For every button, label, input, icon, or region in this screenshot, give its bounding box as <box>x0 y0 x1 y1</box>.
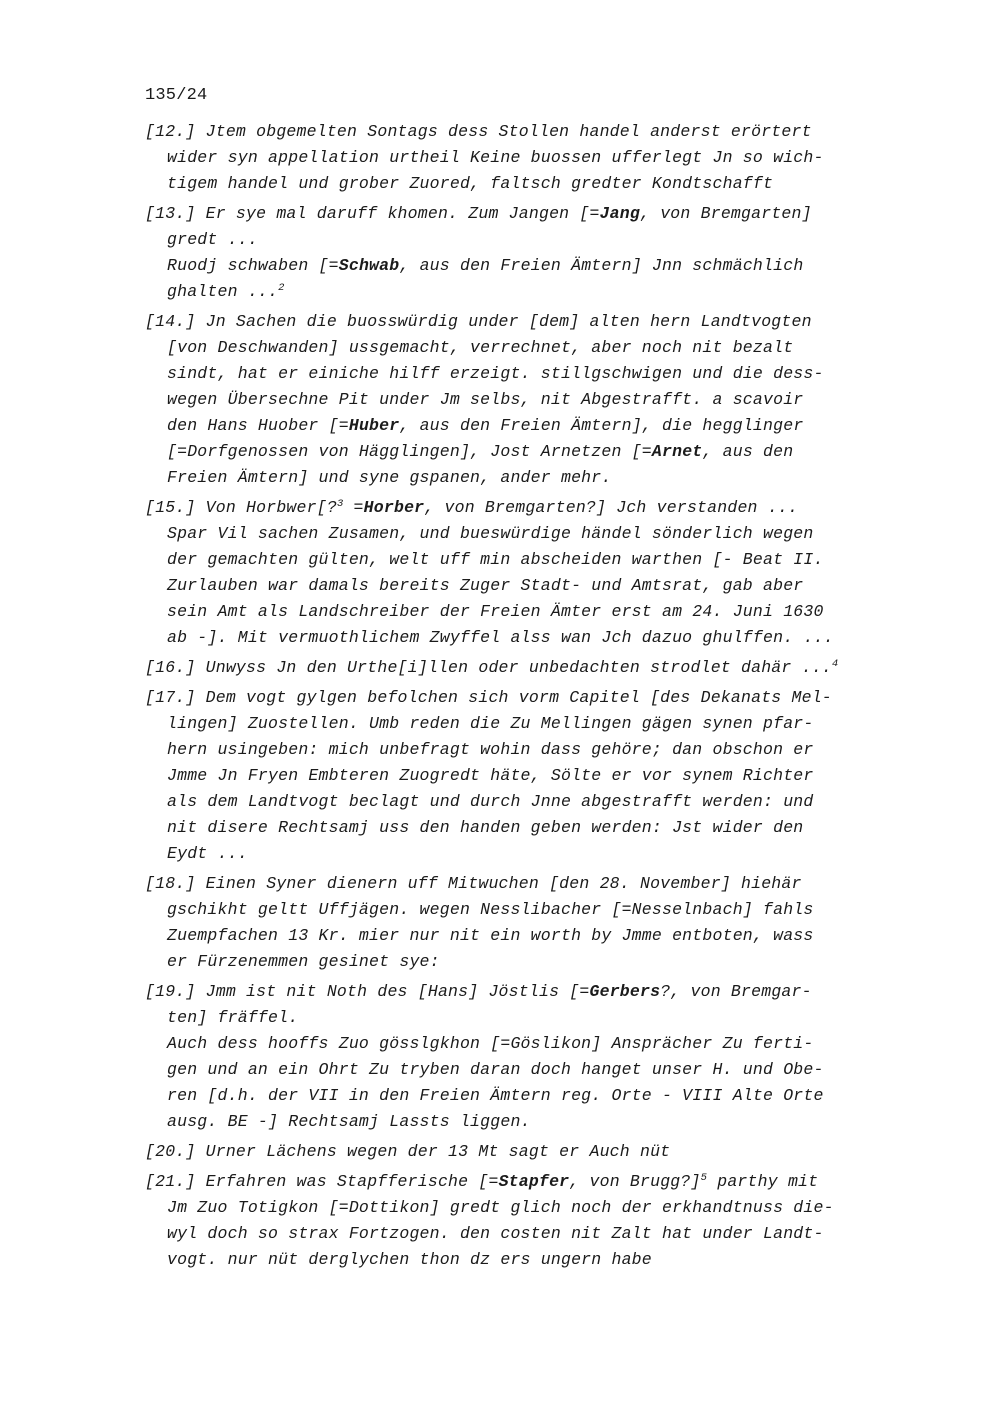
entry-line: [12.] Jtem obgemelten Sontags dess Stollen handel anderst erörtert <box>145 122 812 141</box>
entry-line: als dem Landtvogt beclagt und durch Jnne abgestrafft werden: und <box>167 792 814 811</box>
text-run: , aus den <box>702 442 794 461</box>
surname-bold: Horber <box>363 498 425 517</box>
document-page <box>145 84 915 1277</box>
entry-line: Freien Ämtern] und syne gspanen, ander mehr. <box>167 468 612 487</box>
entry-17 <box>145 685 915 867</box>
entry-line: gen und an ein Ohrt Zu tryben daran doch hanget unser H. und Obe- <box>167 1060 824 1079</box>
footnote-marker: 4 <box>831 658 839 670</box>
entry-line: [17.] Dem vogt gylgen befolchen sich vorm Capitel [des Dekanats Mel- <box>145 688 832 707</box>
entry-line <box>145 979 915 1005</box>
entry-line: ab -]. Mit vermuothlichem Zwyffel alss wan Jch dazuo ghulffen. ... <box>167 628 834 647</box>
text-run: [21.] Erfahren was Stapfferische [= <box>145 1172 499 1191</box>
entry-line: wyl doch so strax Fortzogen. den costen nit Zalt hat under Landt- <box>167 1224 824 1243</box>
entry-line: ren [d.h. der VII in den Freien Ämtern reg. Orte - VIII Alte Orte <box>167 1086 824 1105</box>
entry-line <box>145 439 915 465</box>
footnote-marker: 2 <box>278 282 285 294</box>
text-run: den Hans Huober [= <box>167 416 349 435</box>
entry-line: Jmme Jn Fryen Embteren Zuogredt häte, Sölte er vor synem Richter <box>167 766 814 785</box>
text-run: ?, von Bremgar- <box>660 982 812 1001</box>
entry-line: [18.] Einen Syner dienern uff Mitwuchen [den 28. November] hiehär <box>145 874 802 893</box>
entry-line <box>145 413 915 439</box>
entry-20 <box>145 1139 915 1165</box>
text-run: [13.] Er sye mal daruff khomen. Zum Jangen [= <box>145 204 600 223</box>
text-run: [=Dorfgenossen von Hägglingen], Jost Arnetzen [= <box>167 442 652 461</box>
text-run: [15.] Von Horbwer[? <box>145 498 337 517</box>
entry-line <box>145 655 915 681</box>
text-run: [19.] Jmm ist nit Noth des [Hans] Jöstlis [= <box>145 982 590 1001</box>
text-run: parthy mit <box>707 1172 819 1191</box>
entry-line: gredt ... <box>167 230 258 249</box>
entry-line: [14.] Jn Sachen die buosswürdig under [dem] alten hern Landtvogten <box>145 312 812 331</box>
entry-line <box>145 253 915 279</box>
surname-bold: Arnet <box>651 442 703 461</box>
entry-line: ausg. BE -] Rechtsamj Lassts liggen. <box>167 1112 531 1131</box>
entry-line: Zuempfachen 13 Kr. mier nur nit ein worth by Jmme entboten, wass <box>167 926 814 945</box>
entry-line: der gemachten gülten, welt uff min abscheiden warthen [- Beat II. <box>167 550 824 569</box>
entry-line: wegen Übersechne Pit under Jm selbs, nit Abgestrafft. a scavoir <box>167 390 804 409</box>
entry-line: gschikht geltt Uffjägen. wegen Nesslibacher [=Nesselnbach] fahls <box>167 900 814 919</box>
surname-bold: Schwab <box>338 256 400 275</box>
surname-bold: Gerbers <box>589 982 661 1001</box>
entry-line <box>145 495 915 521</box>
entry-line: hern usingeben: mich unbefragt wohin dass gehöre; dan obschon er <box>167 740 814 759</box>
text-run: [16.] Unwyss Jn den Urthe[i]llen oder unbedachten strodlet dahär ... <box>145 658 832 677</box>
surname-bold: Jang <box>599 204 640 223</box>
footnote-marker: 5 <box>700 1172 708 1184</box>
entry-line: vogt. nur nüt derglychen thon dz ers ungern habe <box>167 1250 652 1269</box>
entry-19 <box>145 979 915 1135</box>
entry-line: wider syn appellation urtheil Keine buossen ufferlegt Jn so wich- <box>167 148 824 167</box>
footnote-marker: 3 <box>336 498 344 510</box>
text-run: , von Brugg?] <box>569 1172 701 1191</box>
text-run: Ruodj schwaben [= <box>167 256 339 275</box>
surname-bold: Stapfer <box>498 1172 570 1191</box>
entry-line <box>145 279 915 305</box>
entry-12 <box>145 119 915 197</box>
entry-16 <box>145 655 915 681</box>
text-run: ghalten ... <box>167 282 279 301</box>
entry-line: tigem handel und grober Zuored, faltsch gredter Kondtschafft <box>167 174 774 193</box>
entry-line: nit disere Rechtsamj uss den handen geben werden: Jst wider den <box>167 818 804 837</box>
entry-line: sein Amt als Landschreiber der Freien Ämter erst am 24. Juni 1630 <box>167 602 824 621</box>
entry-14 <box>145 309 915 491</box>
surname-bold: Huber <box>348 416 400 435</box>
page-number: 135/24 <box>145 86 208 105</box>
entry-line: Jm Zuo Totigkon [=Dottikon] gredt glich noch der erkhandtnuss die- <box>167 1198 834 1217</box>
text-run: , aus den Freien Ämtern] Jnn schmächlich <box>399 256 804 275</box>
entry-line: [von Deschwanden] ussgemacht, verrechnet, aber noch nit bezalt <box>167 338 794 357</box>
entry-line <box>145 201 915 227</box>
entry-line: Eydt ... <box>167 844 248 863</box>
entry-line: Auch dess hooffs Zuo gösslgkhon [=Göslikon] Ansprächer Zu ferti- <box>167 1034 814 1053</box>
entry-18 <box>145 871 915 975</box>
text-run: , von Bremgarten] <box>640 204 812 223</box>
entry-line: Spar Vil sachen Zusamen, und bueswürdige händel sönderlich wegen <box>167 524 814 543</box>
entry-21 <box>145 1169 915 1273</box>
entry-line: sindt, hat er einiche hilff erzeigt. stillgschwigen und die dess- <box>167 364 824 383</box>
text-run: , aus den Freien Ämtern], die hegglinger <box>399 416 804 435</box>
entry-line: er Fürzenemmen gesinet sye: <box>167 952 440 971</box>
entry-15 <box>145 495 915 651</box>
text-run: = <box>343 498 364 517</box>
entry-13 <box>145 201 915 305</box>
entry-line: Zurlauben war damals bereits Zuger Stadt- und Amtsrat, gab aber <box>167 576 804 595</box>
entry-line: [20.] Urner Lächens wegen der 13 Mt sagt er Auch nüt <box>145 1142 671 1161</box>
entry-line: ten] fräffel. <box>167 1008 299 1027</box>
entry-line: lingen] Zuostellen. Umb reden die Zu Mellingen gägen synen pfar- <box>167 714 814 733</box>
text-run: , von Bremgarten?] Jch verstanden ... <box>424 498 799 517</box>
entry-line <box>145 1169 915 1195</box>
